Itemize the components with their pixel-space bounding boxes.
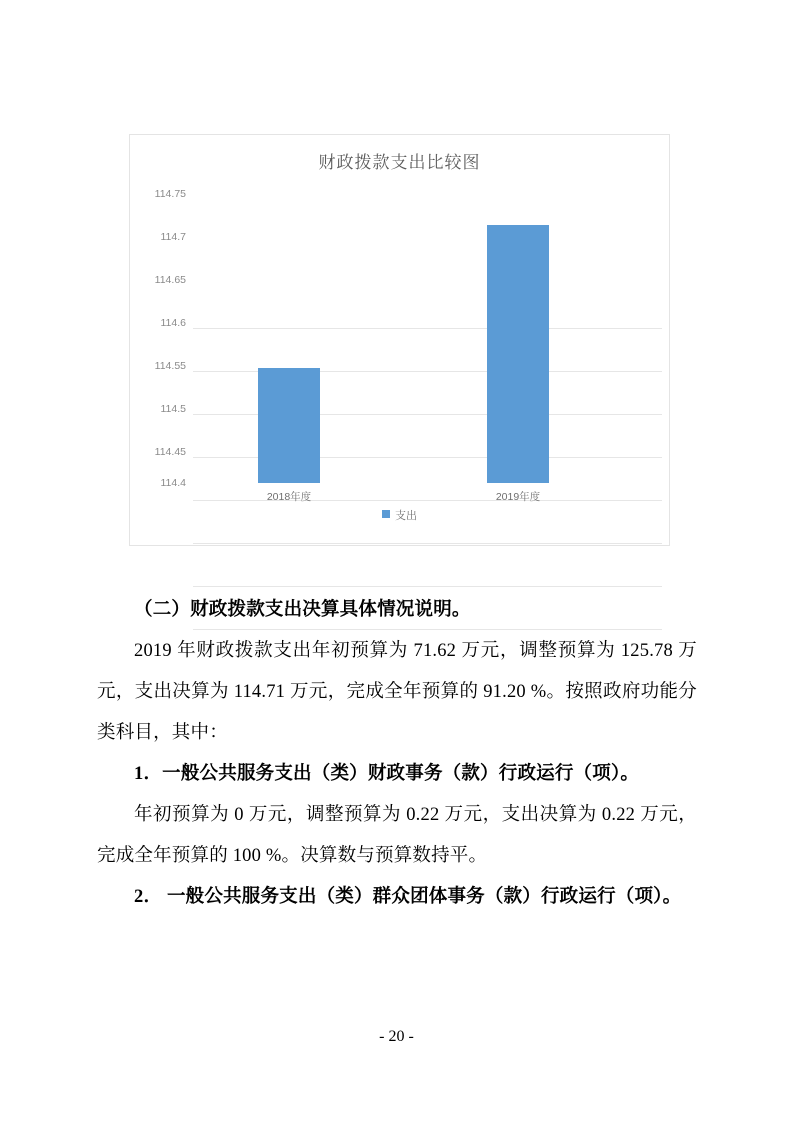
page-number: - 20 - (379, 1028, 414, 1045)
chart-container (129, 134, 670, 546)
x-axis-label: 2018年度 (266, 491, 312, 503)
chart-title: 财政拨款支出比较图 (318, 153, 481, 172)
y-axis-label: 114.5 (160, 403, 186, 415)
gridline (193, 586, 662, 587)
document-body (97, 590, 697, 918)
y-axis-label: 114.75 (154, 188, 186, 200)
paragraph-overview: 2019 年财政拨款支出年初预算为 71.62 万元，调整预算为 125.78 万元，支出决算为 114.71 万元，完成全年预算的 91.20 %。按照政府功能分类科目，其中： (97, 641, 697, 743)
legend-swatch-icon (382, 510, 390, 518)
y-axis-label: 114.65 (154, 274, 186, 286)
y-axis-label: 114.6 (160, 317, 186, 329)
gridline (193, 328, 662, 329)
y-axis-label: 114.7 (160, 231, 186, 243)
subheading-item-1: 1．一般公共服务支出（类）财政事务（款）行政运行（项）。 (134, 764, 640, 784)
y-axis-label: 114.45 (154, 446, 186, 458)
bar-2018 (258, 368, 320, 483)
legend-label: 支出 (395, 510, 417, 522)
section-heading: （二）财政拨款支出决算具体情况说明。 (134, 600, 471, 620)
subheading-item-2: 2． 一般公共服务支出（类）群众团体事务（款）行政运行（项）。 (134, 887, 682, 907)
x-axis-label: 2019年度 (495, 491, 541, 503)
y-axis-label: 114.4 (160, 477, 186, 489)
chart-legend (130, 507, 669, 523)
paragraph-item-1: 年初预算为 0 万元，调整预算为 0.22 万元，支出决算为 0.22 万元，完成全年预算的 100 %。决算数与预算数持平。 (97, 805, 697, 866)
y-axis-label: 114.55 (154, 360, 186, 372)
bar-2019 (487, 225, 549, 483)
gridline (193, 543, 662, 544)
